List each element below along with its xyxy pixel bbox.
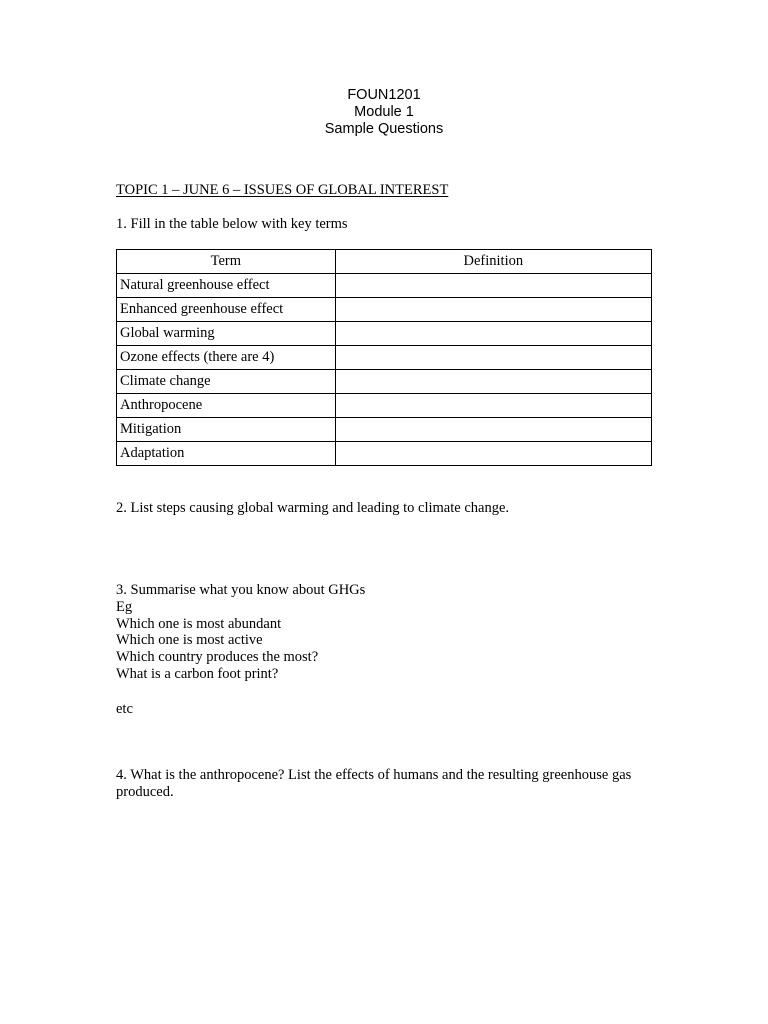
- definition-cell: [335, 346, 651, 370]
- table-row: [117, 394, 652, 418]
- question-3-etc: etc: [116, 701, 133, 717]
- question-3-line: What is a carbon foot print?: [116, 665, 279, 682]
- term-cell: Anthropocene: [117, 394, 336, 418]
- definition-cell: [335, 442, 651, 466]
- definition-cell: [335, 370, 651, 394]
- course-code: FOUN1201: [347, 87, 421, 103]
- question-3-line: Which country produces the most?: [116, 649, 319, 666]
- term-cell: Global warming: [117, 322, 336, 346]
- question-4: 4. What is the anthropocene? List the effects of humans and the resulting greenhouse gas produced.: [116, 767, 632, 800]
- document-header: [0, 87, 768, 138]
- term-cell: Natural greenhouse effect: [117, 274, 336, 298]
- term-cell: Adaptation: [117, 442, 336, 466]
- definition-cell: [335, 394, 651, 418]
- question-3-line: Which one is most abundant: [116, 615, 282, 632]
- key-terms-table: [116, 249, 652, 466]
- term-cell: Mitigation: [117, 418, 336, 442]
- term-cell: Ozone effects (there are 4): [117, 346, 336, 370]
- question-3-line: Eg: [116, 598, 133, 615]
- topic-heading: TOPIC 1 – JUNE 6 – ISSUES OF GLOBAL INTEREST: [116, 182, 449, 198]
- question-3-prompt: 3. Summarise what you know about GHGs: [116, 582, 366, 598]
- table-row: [117, 298, 652, 322]
- table-row: [117, 442, 652, 466]
- definition-cell: [335, 418, 651, 442]
- table-header-row: [117, 250, 652, 274]
- table-row: [117, 322, 652, 346]
- definition-cell: [335, 298, 651, 322]
- table-row: [117, 370, 652, 394]
- column-header-term: Term: [117, 250, 336, 274]
- question-2: 2. List steps causing global warming and leading to climate change.: [116, 500, 510, 516]
- table-row: [117, 274, 652, 298]
- document-subtitle: Sample Questions: [324, 121, 444, 137]
- column-header-definition: Definition: [335, 250, 651, 274]
- term-cell: Climate change: [117, 370, 336, 394]
- question-1-prompt: 1. Fill in the table below with key terms: [116, 216, 348, 232]
- definition-cell: [335, 274, 651, 298]
- definition-cell: [335, 322, 651, 346]
- table-row: [117, 418, 652, 442]
- question-3: [116, 582, 365, 683]
- table-row: [117, 346, 652, 370]
- module-title: Module 1: [354, 104, 414, 120]
- question-3-line: Which one is most active: [116, 632, 263, 649]
- term-cell: Enhanced greenhouse effect: [117, 298, 336, 322]
